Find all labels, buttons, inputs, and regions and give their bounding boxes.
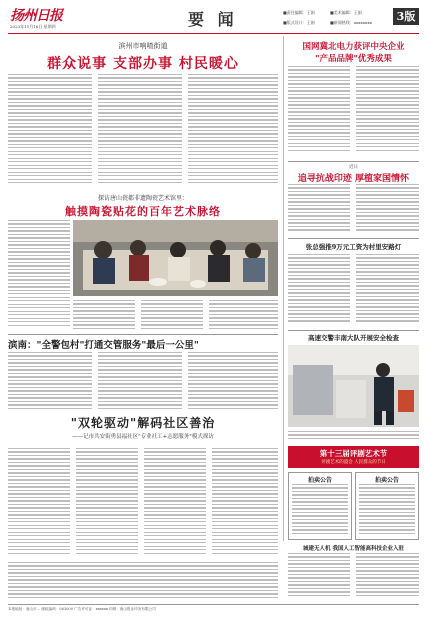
article1-body-col3 [188, 74, 278, 188]
article5-body-col1 [288, 66, 350, 156]
page-number: 3版 [396, 10, 416, 23]
layout-credit: ■版式设计：王娟 [283, 20, 315, 25]
column-divider [283, 36, 284, 541]
masthead-logo: 扬州日报 [10, 8, 62, 24]
page-number-badge [393, 8, 419, 25]
article3-body-col2 [98, 352, 182, 410]
article3-body-col1 [8, 352, 92, 410]
article8-rule [288, 330, 419, 331]
article3-body-col3 [188, 352, 278, 410]
article4-subheadline: ——记市共安街勇县福社区"专业社工+志愿服务"模式探访 [72, 434, 214, 440]
auction-notice-1 [288, 472, 352, 540]
auction-notice-2-body [359, 484, 415, 538]
traffic-check-photo-image [288, 345, 419, 427]
footer-rule [8, 604, 419, 605]
article6-kicker: 近日 [349, 165, 358, 170]
auction-notice-1-title: 拍卖公告 [307, 477, 332, 484]
article2-headline: 触摸陶瓷贴花的百年艺术脉络 [65, 205, 221, 218]
article7-headline: 张总强推9万元工资为村里安路灯 [305, 243, 402, 251]
article2-body-col4 [209, 300, 278, 330]
article9-body-col2 [356, 553, 419, 601]
article7-body-col1 [288, 254, 350, 326]
article2-body-col2 [73, 300, 135, 330]
article6-body-col1 [288, 184, 350, 234]
article4-headline: "双轮驱动"解码社区善治 [70, 416, 216, 430]
auction-notice-1-body [292, 484, 348, 538]
hotline-credit: ■新闻热线：xxxxxxxx [330, 20, 372, 25]
article6-headline: 追寻抗战印迹 厚植家国情怀 [297, 174, 410, 184]
article5-headline: 国网冀北电力获评中央企业 [302, 42, 405, 52]
festival-banner-title: 第十三届评剧艺术节 [319, 449, 388, 458]
article5-body-col2 [356, 66, 419, 156]
article3-headline: 滨南："全警包村"打通交管服务"最后一公里" [8, 340, 199, 351]
masthead-date: 2023年11月16日 星期四 [10, 24, 56, 29]
designer-credit: ■美术编辑：王娟 [330, 10, 362, 15]
festival-banner [288, 446, 419, 468]
editor-credit: ■责任编辑：王娟 [283, 10, 315, 15]
article1-body-col2 [98, 74, 182, 188]
article9-body-col1 [288, 553, 350, 601]
auction-notice-2-title: 拍卖公告 [374, 477, 399, 484]
article5-headline2: "产品品牌"优秀成果 [315, 54, 392, 64]
article1-headline: 群众说事 支部办事 村民暖心 [47, 56, 239, 72]
workshop-photo-image [73, 220, 278, 296]
article9-headline: 城建无人机 我国人工智能高科技企业入驻 [303, 546, 404, 552]
footer-text: 本报地址：唐山市... 邮政编码：063000 广告许可证：xxxxxx 印刷：唐山报业印务有限公司 [8, 607, 156, 611]
auction-notice-2 [355, 472, 419, 540]
festival-banner-subtitle: 评剧艺术的盛会 人民群众的节日 [321, 460, 386, 465]
section-title: 要 闻 [188, 10, 238, 29]
article1-body-col1 [8, 74, 92, 188]
article4-body-col2 [76, 448, 138, 558]
article6-rule [288, 161, 419, 162]
article8-caption [288, 431, 419, 443]
article2-body-col1 [8, 220, 70, 330]
masthead [0, 0, 425, 40]
article7-rule [288, 238, 419, 239]
article4-body-col4 [212, 448, 278, 558]
article2-body-col3 [141, 300, 203, 330]
article8-photo [288, 345, 419, 427]
masthead-rule [8, 33, 419, 34]
article8-headline: 高速交警丰南大队开展安全检查 [308, 334, 399, 342]
article4-body-bottom [8, 562, 278, 602]
article1-kicker: 滨州市响喳街道 [118, 42, 168, 50]
article3-rule [8, 334, 278, 335]
article7-body-col2 [356, 254, 419, 326]
article6-body-col2 [356, 184, 419, 234]
article4-body-col1 [8, 448, 70, 558]
article4-body-col3 [144, 448, 206, 558]
article2-kicker: 探访唐山瓷都非遗陶瓷艺术馆里： [97, 195, 188, 202]
article2-photo [73, 220, 278, 296]
